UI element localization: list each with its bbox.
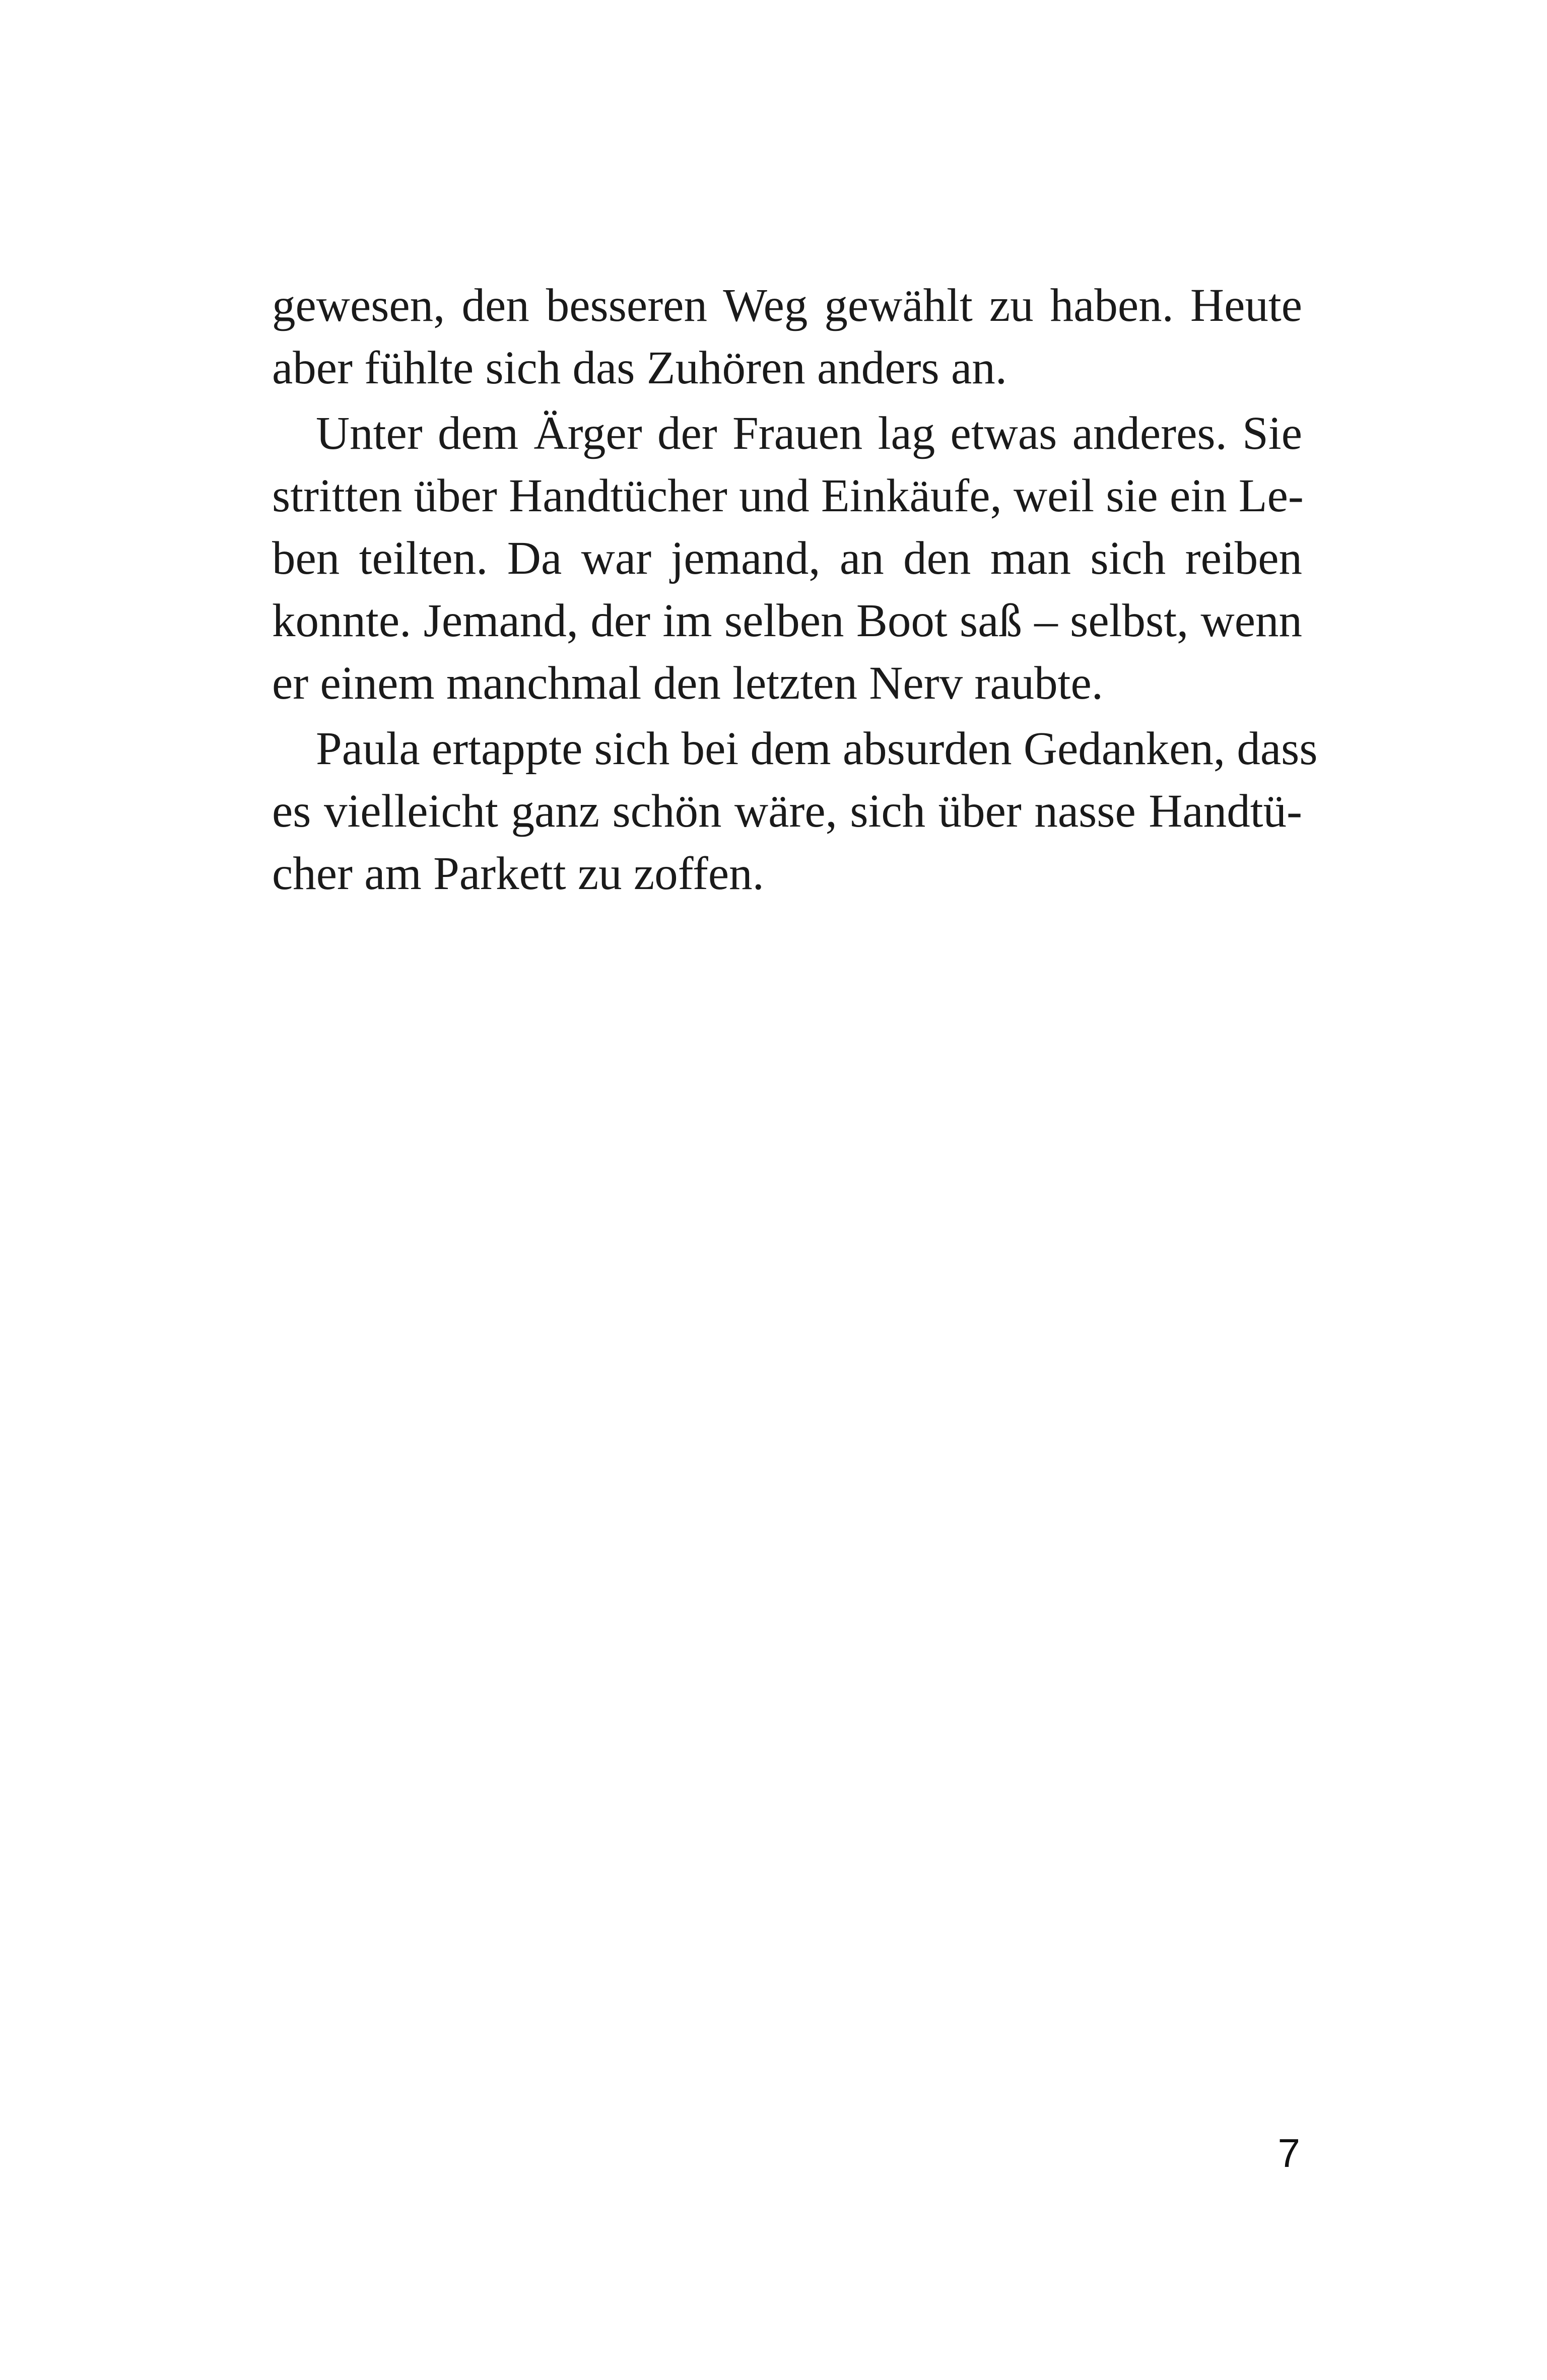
text-line: Unter dem Ärger der Frauen lag etwas anderes. Sie	[316, 407, 1302, 459]
body-text	[272, 275, 1318, 905]
paragraph-2	[272, 402, 1302, 715]
paragraph-3	[272, 718, 1318, 905]
text-line: stritten über Handtücher und Einkäufe, weil sie ein Le-	[272, 470, 1304, 522]
text-line: aber fühlte sich das Zuhören anders an.	[272, 342, 1007, 394]
text-line: Paula ertappte sich bei dem absurden Gedanken, dass	[316, 723, 1318, 775]
text-line: konnte. Jemand, der im selben Boot saß – selbst, wenn	[272, 595, 1302, 647]
page-number: 7	[1277, 2131, 1300, 2175]
text-line: gewesen, den besseren Weg gewählt zu haben. Heute	[272, 280, 1302, 331]
text-line: er einem manchmal den letzten Nerv raubte.	[272, 657, 1103, 709]
text-line: cher am Parkett zu zoffen.	[272, 848, 764, 900]
text-line: ben teilten. Da war jemand, an den man sich reiben	[272, 532, 1302, 584]
paragraph-1	[272, 275, 1302, 399]
text-line: es vielleicht ganz schön wäre, sich über nasse Handtü-	[272, 785, 1302, 837]
